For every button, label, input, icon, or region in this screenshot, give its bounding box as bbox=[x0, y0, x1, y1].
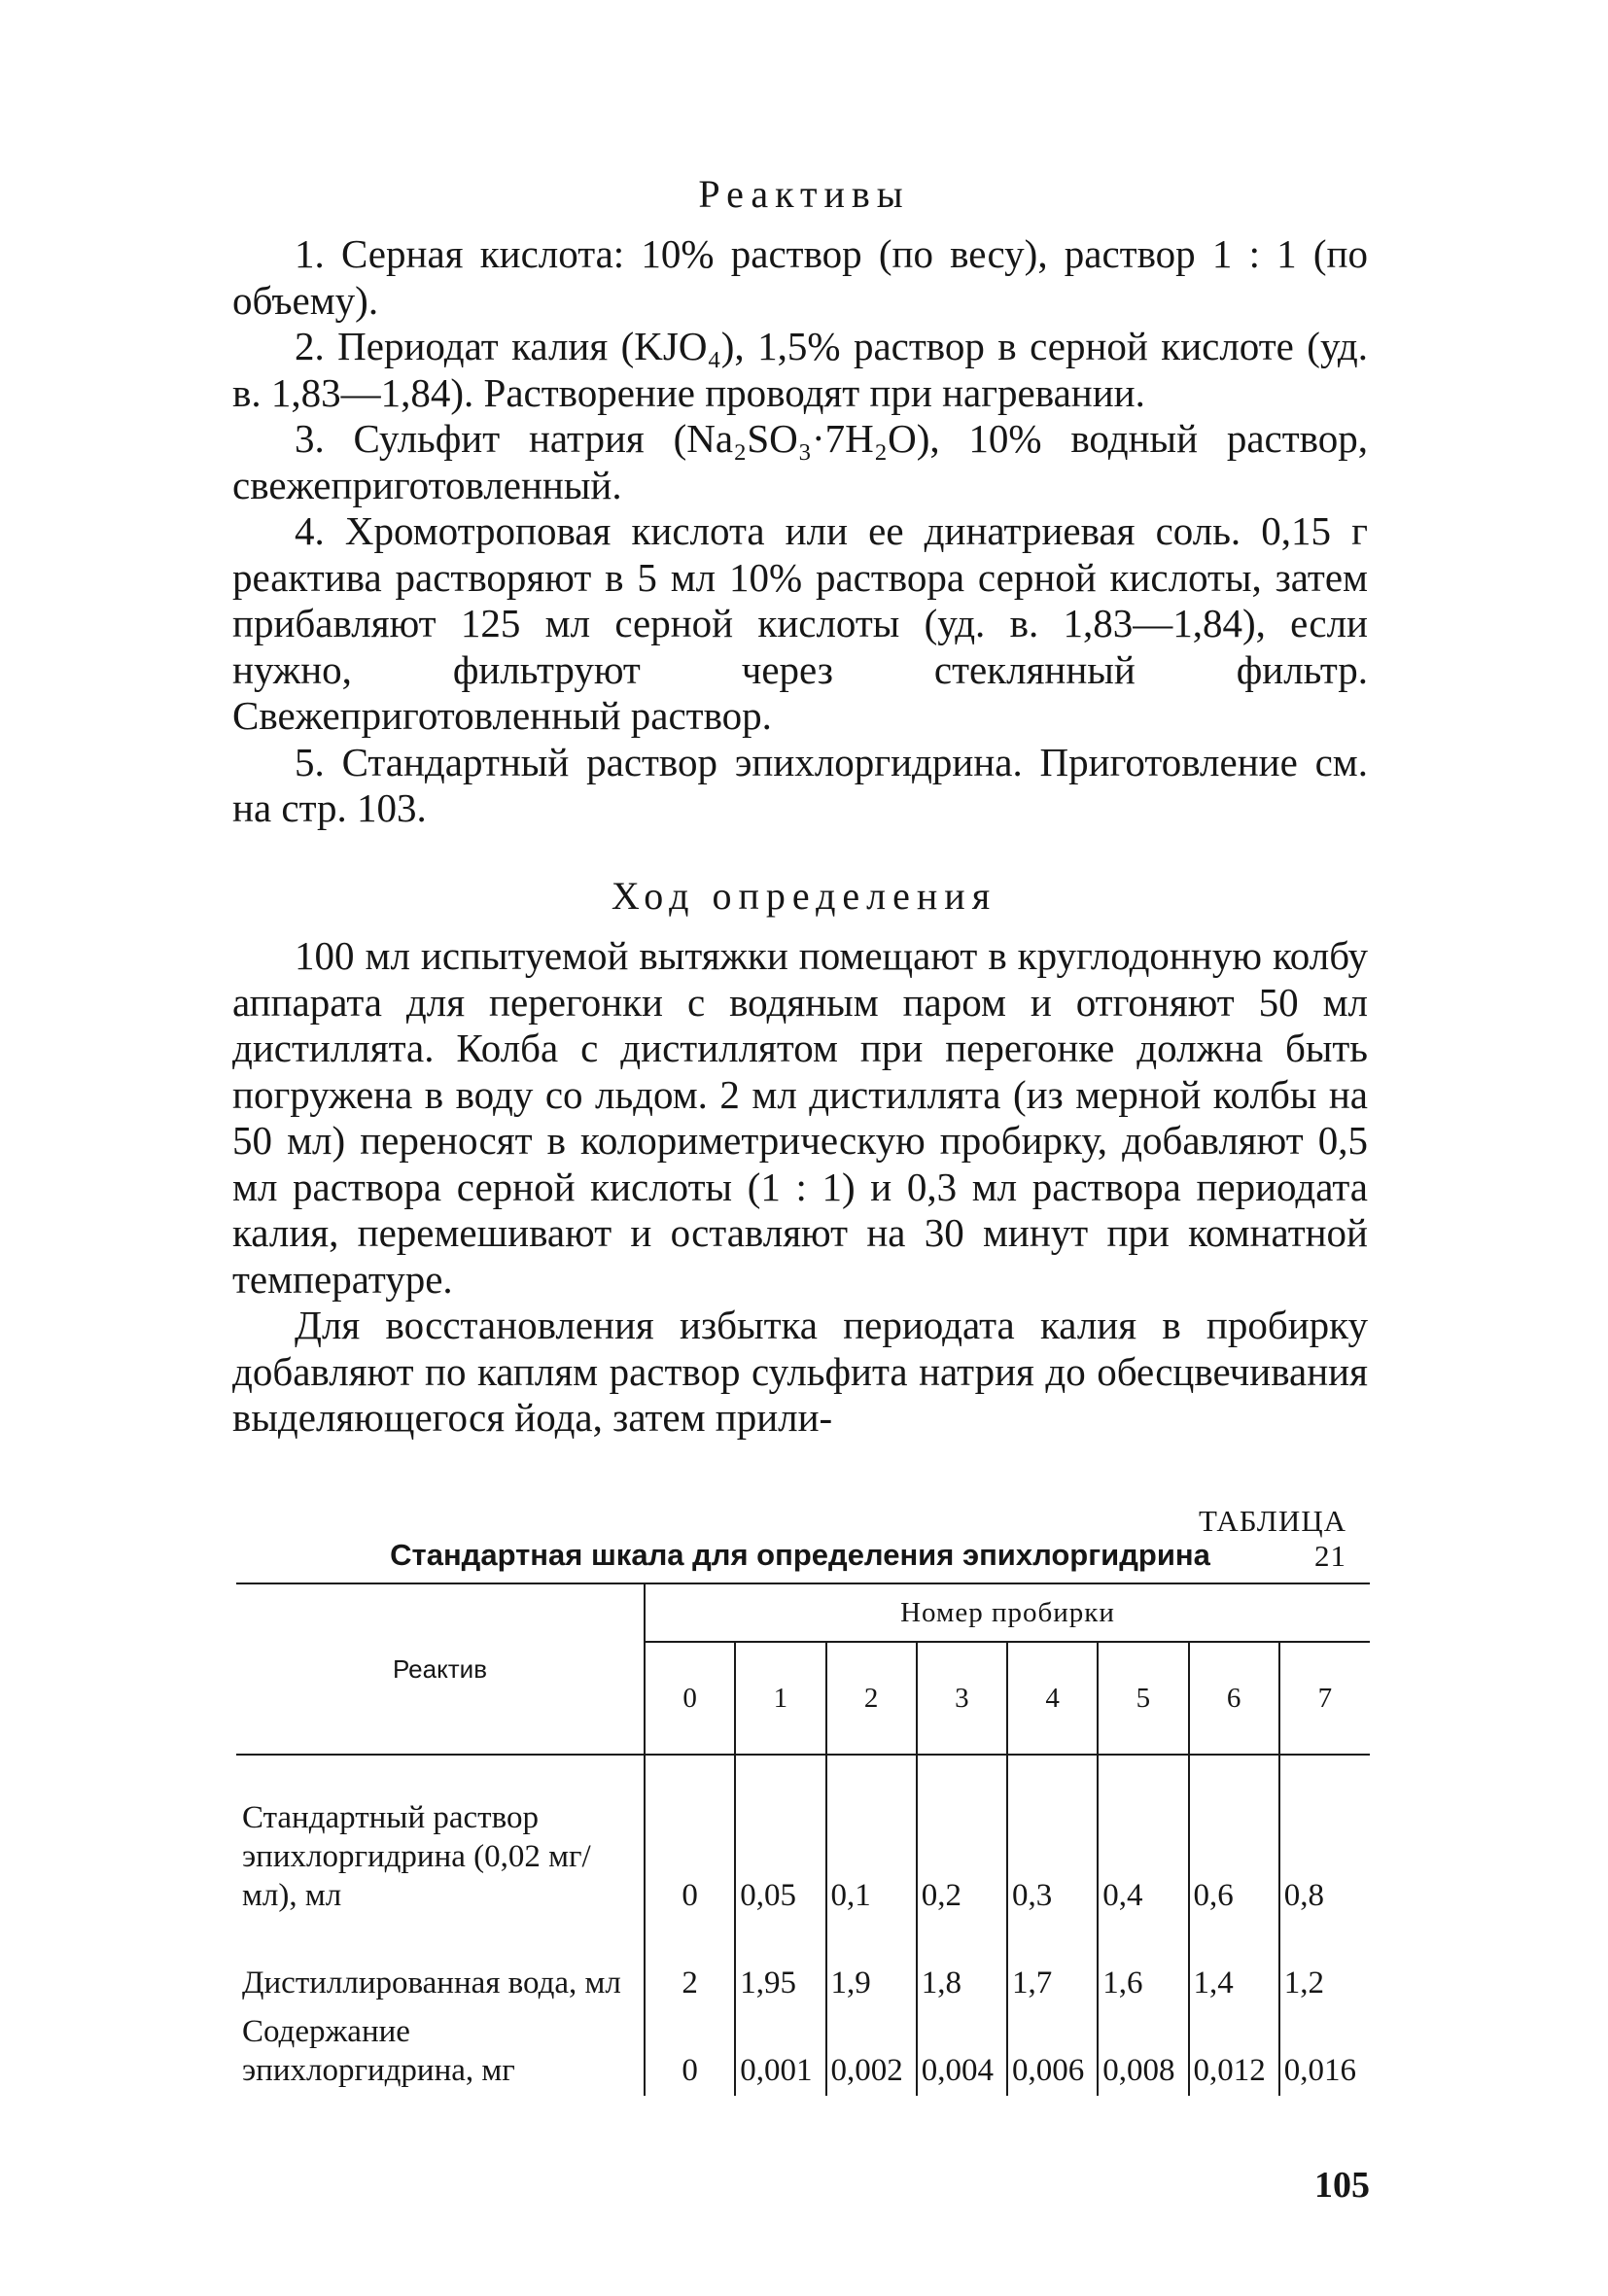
tube-number-header: 3 bbox=[917, 1642, 1007, 1755]
table-cell: 0,2 bbox=[917, 1794, 1007, 1921]
table-cell: 1,95 bbox=[735, 1921, 825, 2008]
tube-number-header: 5 bbox=[1098, 1642, 1188, 1755]
row-reagent-label: Дистиллированная вода, мл bbox=[236, 1921, 645, 2008]
table-cell: 0,8 bbox=[1283, 1878, 1324, 1913]
table-row bbox=[236, 2008, 1370, 2096]
standard-scale-table bbox=[236, 1583, 1370, 2096]
table-cell: 0,05 bbox=[735, 1794, 825, 1921]
procedure-paragraph-2: Для восстановления избытка периодата калия в пробирку добавляют по каплям раствор сульфита натрия до обесцвечивания выделяющегося йода, затем прили- bbox=[232, 1303, 1368, 1440]
tube-number-header: 7 bbox=[1279, 1642, 1370, 1755]
table-row bbox=[236, 1921, 1370, 2008]
table-title: Стандартная шкала для определения эпихлоргидрина bbox=[390, 1538, 1210, 1572]
table-cell: 0,001 bbox=[735, 2008, 825, 2096]
reagent-item-2: 2. Периодат калия (KJO₄), 1,5% раствор в серной кислоте (уд. в. 1,83—1,84). Растворение проводят при нагревании. bbox=[232, 324, 1368, 415]
table-cell: 1,9 bbox=[826, 1921, 917, 2008]
table-cell: 1,2 bbox=[1283, 1966, 1324, 2000]
row-reagent-label: Содержание эпихлоргидрина, мг bbox=[236, 2008, 645, 2096]
tube-number-header: 4 bbox=[1007, 1642, 1098, 1755]
table-label: ТАБЛИЦА 21 bbox=[1199, 1504, 1346, 1573]
table-cell: 0,004 bbox=[917, 2008, 1007, 2096]
tube-number-header: 1 bbox=[735, 1642, 825, 1755]
table-cell: 1,6 bbox=[1098, 1921, 1188, 2008]
reagents-heading: Реактивы bbox=[698, 172, 910, 216]
table-cell: 0,6 bbox=[1189, 1794, 1279, 1921]
table-cell: 0,008 bbox=[1098, 2008, 1188, 2096]
page-number: 105 bbox=[1314, 2165, 1370, 2206]
reagent-item-3: 3. Сульфит натрия (Na₂SO₃·7H₂O), 10% водный раствор, свежеприготовленный. bbox=[232, 416, 1368, 507]
table-cell: 0 bbox=[645, 2008, 735, 2096]
reagent-column-header: Реактив bbox=[236, 1583, 645, 1755]
table-row bbox=[236, 1794, 1370, 1921]
table-cell: 0,3 bbox=[1007, 1794, 1098, 1921]
reagent-item-1: 1. Серная кислота: 10% раствор (по весу), раствор 1 : 1 (по объему). bbox=[232, 231, 1368, 323]
row-reagent-label: Стандартный раствор эпихлоргидрина (0,02 мг/мл), мл bbox=[236, 1794, 645, 1921]
table-cell: 1,7 bbox=[1007, 1921, 1098, 2008]
procedure-paragraph-1: 100 мл испытуемой вытяжки помещают в круглодонную колбу аппарата для перегонки с водяным паром и отгоняют 50 мл дистиллята. Колба с дистиллятом при перегонке должна быть погружена в воду со льдом. 2 мл дистиллята (из мерной колбы на 50 мл) переносят в колориметрическую пробирку, добавляют 0,5 мл раствора серной кислоты (1 : 1) и 0,3 мл раствора периодата калия, перемешивают и оставляют на 30 минут при комнатной температуре. bbox=[232, 933, 1368, 1302]
table-cell: 2 bbox=[645, 1921, 735, 2008]
tube-number-group-header: Номер пробирки bbox=[645, 1583, 1370, 1642]
tube-number-header: 0 bbox=[645, 1642, 735, 1755]
reagents-list bbox=[232, 231, 1368, 832]
table-cell: 0 bbox=[645, 1794, 735, 1921]
procedure-heading: Ход определения bbox=[611, 874, 997, 918]
procedure-text bbox=[232, 933, 1368, 1442]
reagent-item-4: 4. Хромотроповая кислота или ее динатриевая соль. 0,15 г реактива растворяют в 5 мл 10% раствора серной кислоты, затем прибавляют 125 мл серной кислоты (уд. в. 1,83—1,84), если нужно, фильтруют через стеклянный фильтр. Свежеприготовленный раствор. bbox=[232, 508, 1368, 738]
tube-number-header: 6 bbox=[1189, 1642, 1279, 1755]
table-cell: 0,016 bbox=[1283, 2053, 1356, 2088]
table-cell: 1,4 bbox=[1189, 1921, 1279, 2008]
tube-number-header: 2 bbox=[826, 1642, 917, 1755]
table-cell: 0,002 bbox=[826, 2008, 917, 2096]
reagent-item-5: 5. Стандартный раствор эпихлоргидрина. Приготовление см. на стр. 103. bbox=[232, 739, 1368, 830]
table-cell: 0,006 bbox=[1007, 2008, 1098, 2096]
table-cell: 0,1 bbox=[826, 1794, 917, 1921]
table-cell: 0,4 bbox=[1098, 1794, 1188, 1921]
table-cell: 1,8 bbox=[917, 1921, 1007, 2008]
table-cell: 0,012 bbox=[1189, 2008, 1279, 2096]
